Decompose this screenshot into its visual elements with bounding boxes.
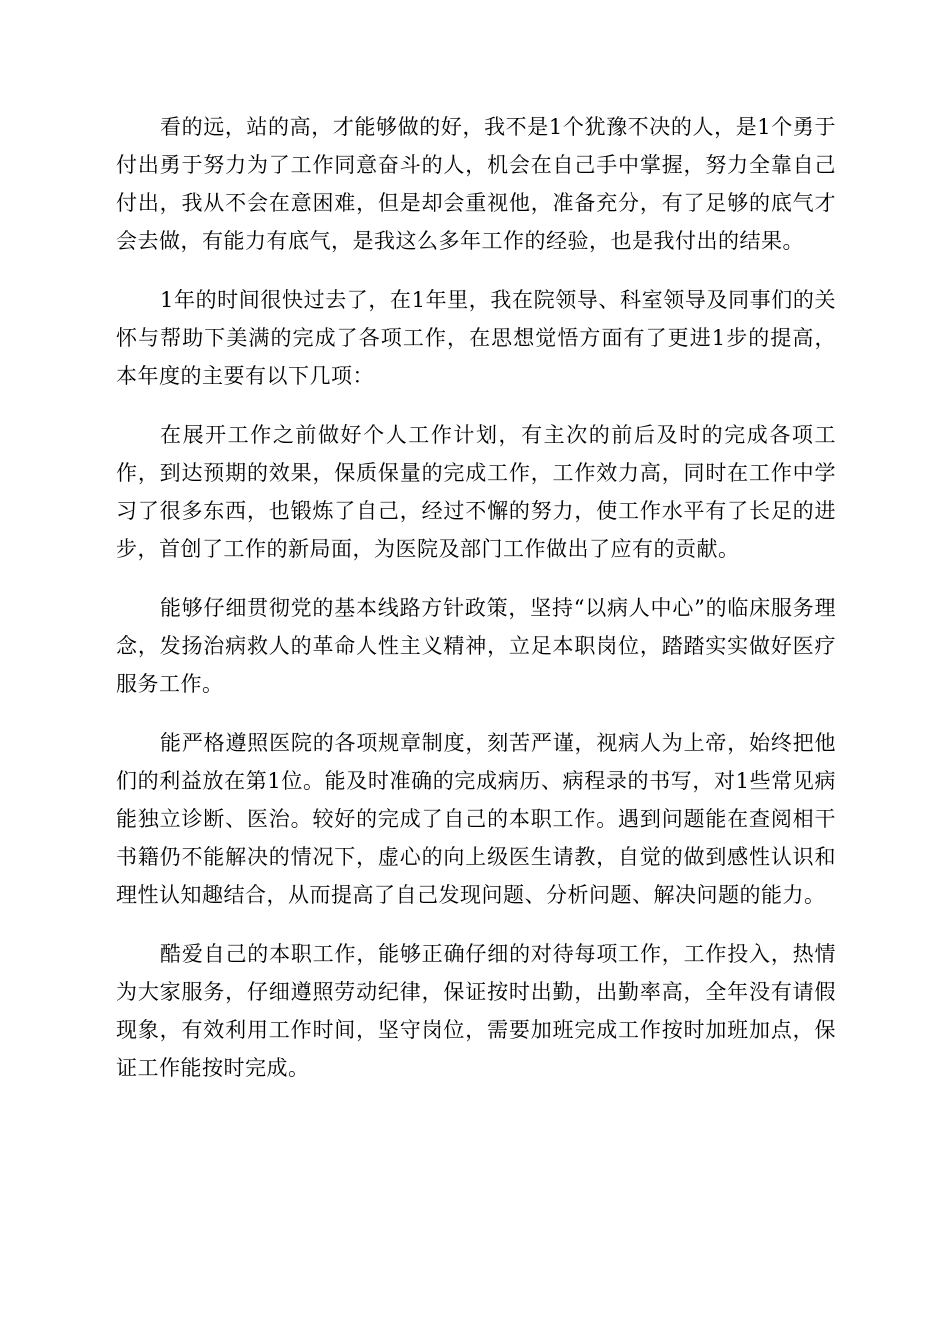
paragraph-1: 看的远，站的高，才能够做的好，我不是1个犹豫不决的人，是1个勇于付出勇于努力为了工作同意奋斗的人，机会在自己手中掌握，努力全靠自己付出，我从不会在意困难，但是却会重视他，准备充分，有了足够的底气才会去做，有能力有底气，是我这么多年工作的经验，也是我付出的结果。 bbox=[116, 115, 836, 253]
paragraph-5: 能严格遵照医院的各项规章制度，刻苦严谨，视病人为上帝，始终把他们的利益放在第1位。能及时准确的完成病历、病程录的书写，对1些常见病能独立诊断、医治。较好的完成了自己的本职工作。遇到问题能在查阅相干书籍仍不能解决的情况下，虚心的向上级医生请教，自觉的做到感性认识和理性认知趣结合，从而提高了自己发现问题、分析问题、解决问题的能力。 bbox=[116, 731, 836, 907]
paragraph-4: 能够仔细贯彻党的基本线路方针政策，坚持“以病人中心”的临床服务理念，发扬治病救人的革命人性主义精神，立足本职岗位，踏踏实实做好医疗服务工作。 bbox=[116, 596, 836, 696]
paragraph-3: 在展开工作之前做好个人工作计划，有主次的前后及时的完成各项工作，到达预期的效果，保质保量的完成工作，工作效力高，同时在工作中学习了很多东西，也锻炼了自己，经过不懈的努力，使工作水平有了长足的进步，首创了工作的新局面，为医院及部门工作做出了应有的贡献。 bbox=[116, 423, 836, 561]
paragraph-2: 1年的时间很快过去了，在1年里，我在院领导、科室领导及同事们的关怀与帮助下美满的完成了各项工作，在思想觉悟方面有了更进1步的提高，本年度的主要有以下几项： bbox=[116, 288, 836, 388]
paragraph-6: 酷爱自己的本职工作，能够正确仔细的对待每项工作，工作投入，热情为大家服务，仔细遵照劳动纪律，保证按时出勤，出勤率高，全年没有请假现象，有效利用工作时间，坚守岗位，需要加班完成工作按时加班加点，保证工作能按时完成。 bbox=[116, 942, 836, 1080]
